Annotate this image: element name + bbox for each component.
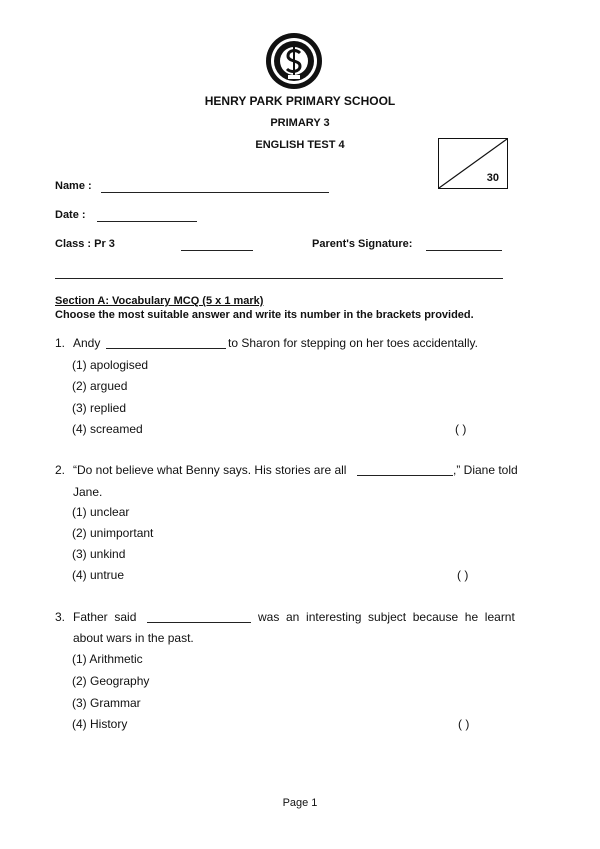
question-2-text-line2: Jane.: [73, 485, 103, 499]
date-field[interactable]: [97, 221, 197, 222]
parent-signature-field[interactable]: [426, 250, 502, 251]
question-3-blank: [147, 622, 251, 623]
question-3-text-start: Father said: [73, 610, 137, 624]
question-3-number: 3.: [55, 610, 66, 624]
separator-line: [55, 278, 503, 279]
question-1-answer-bracket[interactable]: ( ): [455, 422, 467, 436]
question-1-option-2: (2) argued: [72, 379, 128, 393]
question-3-option-1: (1) Arithmetic: [72, 652, 143, 666]
section-instruction: Choose the most suitable answer and write its number in the brackets provided.: [55, 309, 474, 321]
question-1-blank: [106, 348, 226, 349]
question-1-option-1: (1) apologised: [72, 358, 149, 372]
question-2-option-2: (2) unimportant: [72, 526, 154, 540]
question-3-text-line2: about wars in the past.: [73, 631, 194, 645]
question-2-option-3: (3) unkind: [72, 547, 126, 561]
score-box: [438, 138, 508, 189]
score-total: 30: [486, 172, 499, 184]
school-name: HENRY PARK PRIMARY SCHOOL: [204, 94, 396, 108]
question-2-text-start: “Do not believe what Benny says. His stories are all: [73, 463, 347, 477]
question-2-text-end: ,” Diane told: [453, 463, 518, 477]
question-2-option-4: (4) untrue: [72, 568, 125, 582]
parent-signature-label: Parent's Signature:: [312, 238, 413, 250]
question-3-text-end: was an interesting subject because he learnt: [258, 610, 515, 624]
question-1-text-start: Andy: [73, 336, 101, 350]
question-3-option-3: (3) Grammar: [72, 696, 141, 710]
question-1-text-end: to Sharon for stepping on her toes accidentally.: [228, 336, 478, 350]
school-crest-logo: [264, 31, 324, 91]
question-2-answer-bracket[interactable]: ( ): [457, 568, 469, 582]
date-label: Date :: [55, 209, 86, 221]
name-field[interactable]: [101, 192, 329, 193]
level-heading: PRIMARY 3: [270, 117, 330, 129]
name-label: Name :: [55, 180, 92, 192]
question-1-option-4: (4) screamed: [72, 422, 143, 436]
test-title: ENGLISH TEST 4: [255, 139, 345, 151]
question-1-number: 1.: [55, 336, 66, 350]
class-label: Class : Pr 3: [55, 238, 115, 250]
class-field[interactable]: [181, 250, 253, 251]
question-2-option-1: (1) unclear: [72, 505, 130, 519]
page-number: Page 1: [282, 797, 318, 809]
question-3-option-4: (4) History: [72, 717, 128, 731]
question-2-number: 2.: [55, 463, 66, 477]
question-1-option-3: (3) replied: [72, 401, 127, 415]
question-2-blank: [357, 475, 453, 476]
question-3-option-2: (2) Geography: [72, 674, 150, 688]
question-3-answer-bracket[interactable]: ( ): [458, 717, 470, 731]
section-title: Section A: Vocabulary MCQ (5 x 1 mark): [55, 295, 264, 307]
